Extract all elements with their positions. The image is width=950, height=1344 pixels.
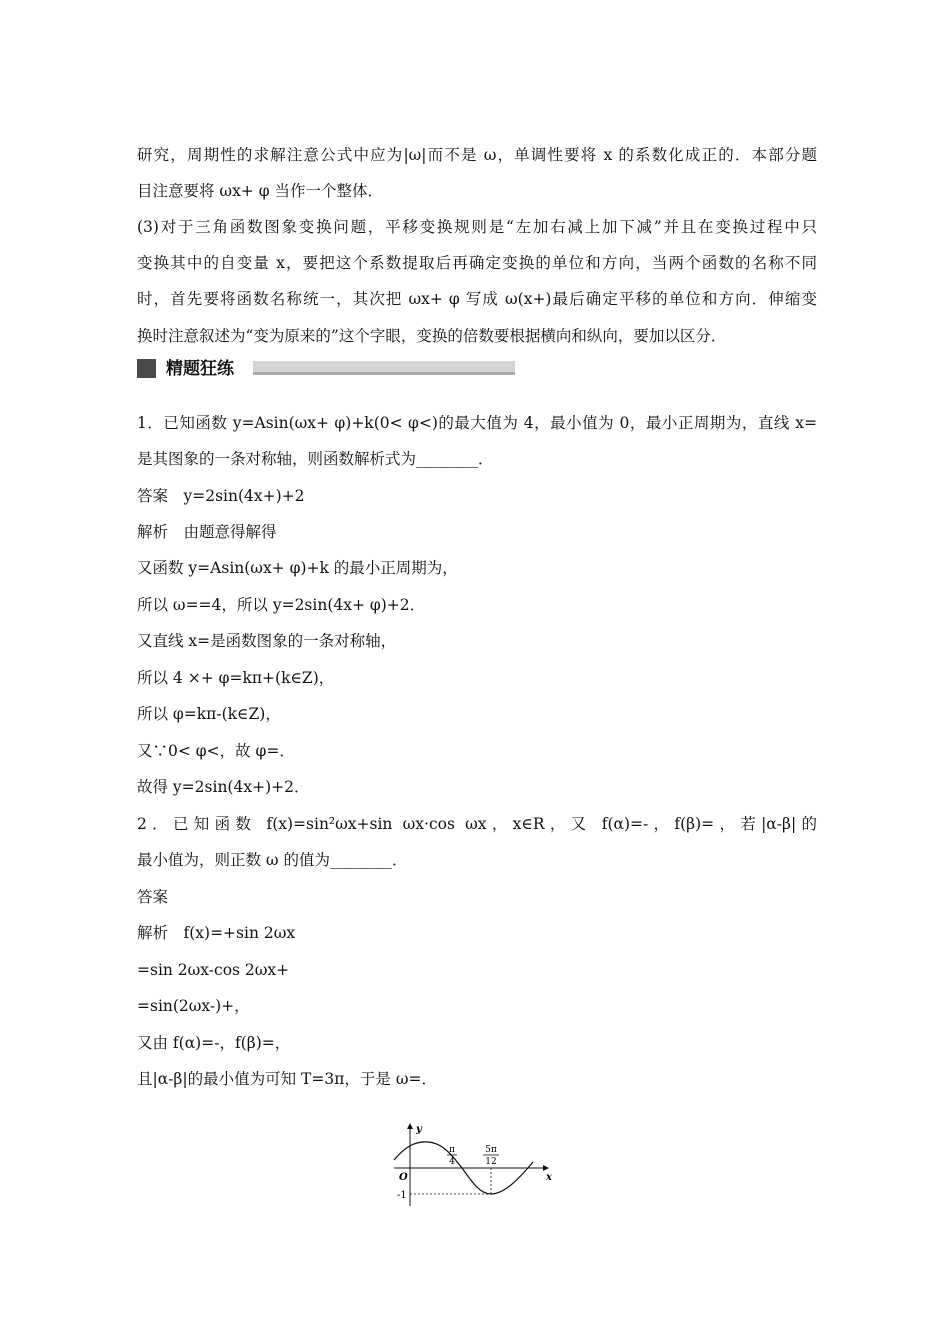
tick-5pi-over-12-denominator: 12 bbox=[485, 1157, 497, 1167]
text-line: 又函数 y=Asin(ωx+ φ)+k 的最小正周期为， bbox=[137, 559, 458, 577]
text-line: 1．已知函数 y=Asin(ωx+ φ)+k(0< φ<)的最大值为 4，最小值为 0，最小正周期为，直线 x= bbox=[137, 414, 817, 432]
y-axis-label: y bbox=[416, 1124, 422, 1135]
x-axis-label: x bbox=[546, 1172, 552, 1183]
section-header bbox=[137, 358, 517, 380]
text-line: 解析 由题意得解得 bbox=[137, 523, 277, 541]
text-line: 2．已知函数 f(x)=sin²ωx+sin ωx·cos ωx，x∈R，又 f(α)=-，f(β)=，若|α-β|的 bbox=[137, 815, 817, 833]
text-line: 变换其中的自变量 x，要把这个系数提取后再确定变换的单位和方向，当两个函数的名称不同 bbox=[137, 254, 817, 272]
tick-5pi-over-12-numerator: 5π bbox=[485, 1145, 497, 1155]
text-line: 答案 y=2sin(4x+)+2 bbox=[137, 487, 305, 505]
minus-one-label: -1 bbox=[397, 1190, 407, 1201]
tick-pi-over-4-numerator: π bbox=[449, 1145, 455, 1155]
sine-graph bbox=[388, 1118, 558, 1210]
text-line: 所以 4 ×+ φ=kπ+(k∈Z)， bbox=[137, 669, 335, 687]
text-line: =sin(2ωx-)+， bbox=[137, 997, 250, 1015]
text-line: 又由 f(α)=-，f(β)=， bbox=[137, 1034, 291, 1052]
text-line: 换时注意叙述为“变为原来的”这个字眼，变换的倍数要根据横向和纵向，要加以区分． bbox=[137, 327, 727, 345]
text-line: 且|α-β|的最小值为可知 T=3π，于是 ω=． bbox=[137, 1070, 437, 1088]
text-line: 最小值为，则正数 ω 的值为________． bbox=[137, 851, 408, 869]
text-line: 目注意要将 ωx+ φ 当作一个整体． bbox=[137, 182, 384, 200]
text-line: 又直线 x=是函数图象的一条对称轴， bbox=[137, 632, 397, 650]
tick-pi-over-4-denominator: 4 bbox=[449, 1157, 455, 1167]
text-line: 所以 φ=kπ-(k∈Z)， bbox=[137, 705, 281, 723]
text-line: 是其图象的一条对称轴，则函数解析式为________． bbox=[137, 450, 494, 468]
text-line: 时，首先要将函数名称统一，其次把 ωx+ φ 写成 ω(x+)最后确定平移的单位和方向．伸缩变 bbox=[137, 290, 817, 308]
text-line: =sin 2ωx-cos 2ωx+ bbox=[137, 961, 290, 979]
text-line: 所以 ω==4，所以 y=2sin(4x+ φ)+2． bbox=[137, 596, 426, 614]
section-divider-bar bbox=[253, 361, 515, 375]
text-line: 答案 bbox=[137, 888, 169, 906]
text-line: 研究，周期性的求解注意公式中应为|ω|而不是 ω，单调性要将 x 的系数化成正的．本部分题 bbox=[137, 146, 817, 164]
text-line: 故得 y=2sin(4x+)+2． bbox=[137, 778, 310, 796]
text-line: 又∵0< φ<，故 φ=． bbox=[137, 742, 295, 760]
text-line: (3)对于三角函数图象变换问题，平移变换规则是“左加右减上加下减”并且在变换过程中只 bbox=[137, 218, 817, 236]
text-line: 解析 f(x)=+sin 2ωx bbox=[137, 924, 296, 942]
section-marker-block bbox=[137, 359, 156, 378]
origin-label: O bbox=[399, 1172, 408, 1183]
section-title: 精题狂练 bbox=[166, 359, 234, 379]
